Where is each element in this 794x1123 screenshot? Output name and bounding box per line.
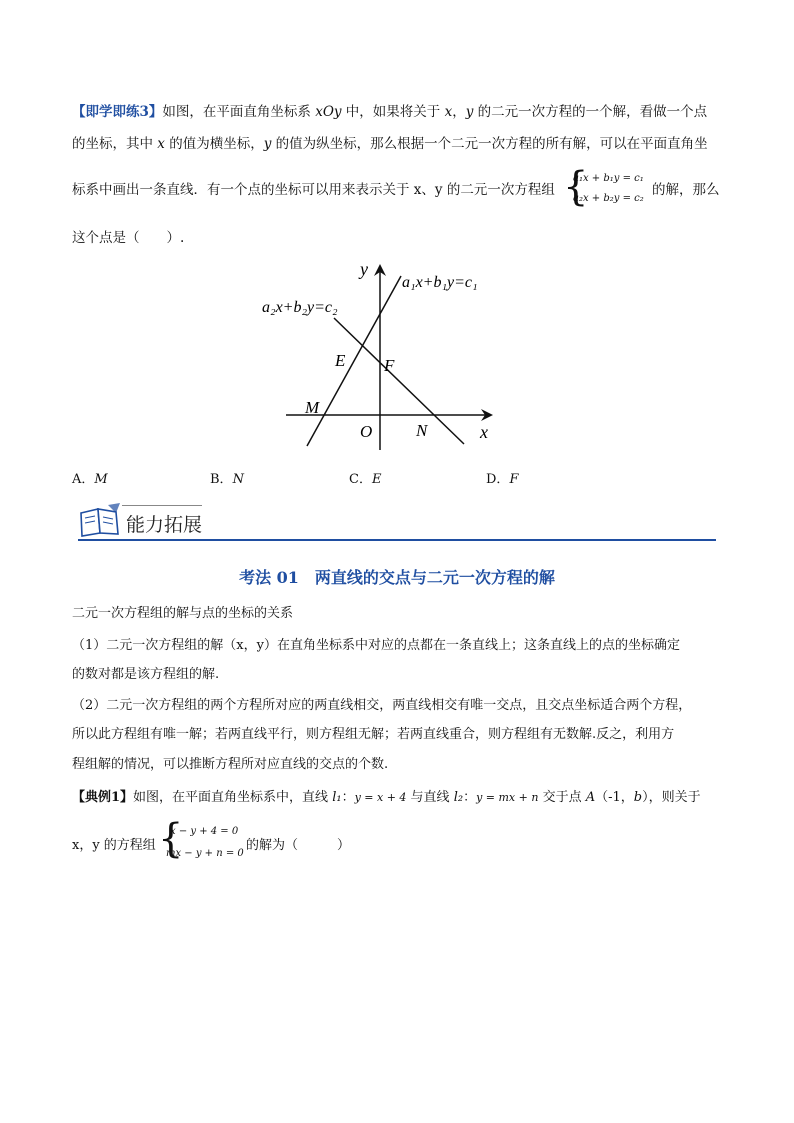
example-line-1 [72, 789, 724, 807]
option-value: M [94, 472, 108, 487]
text: y [263, 136, 272, 152]
point-n-label: N [416, 421, 428, 440]
text: 的值为纵坐标，那么根据一个二元一次方程的所有解，可以在平面直角坐 [271, 136, 708, 152]
example-line-2a: x，y 的方程组 [72, 838, 156, 853]
example-system-brace: { [158, 816, 184, 862]
text: 的值为横坐标， [164, 136, 264, 152]
section-title: 能力拓展 [126, 514, 203, 536]
option-b[interactable] [210, 468, 244, 487]
option-value: N [232, 472, 244, 487]
text: y = mx + n [476, 791, 539, 804]
option-value: E [371, 472, 382, 487]
text: ， [452, 104, 466, 120]
text: xOy [315, 104, 342, 120]
theory-p1-line1: （1）二元一次方程组的解（x，y）在直角坐标系中对应的点都在一条直线上；这条直线上的点的坐标确定 [72, 638, 680, 653]
practice-line-2 [72, 135, 724, 153]
example-tag: 【典例1】 [72, 790, 134, 805]
example-sys-eq-2: mx − y + n = 0 [166, 848, 244, 859]
practice-line-3b [652, 181, 720, 199]
text: l₁ [332, 790, 342, 805]
line-a2 [334, 318, 464, 444]
section-divider [78, 539, 716, 541]
example-line-2b: 的解为（ ） [246, 838, 351, 853]
line1-label: a₁x+b₁y=c₁ [402, 274, 478, 291]
practice-tag: 【即学即练3】 [72, 104, 163, 120]
text: l₂ [453, 790, 464, 805]
y-label: y [360, 259, 368, 279]
system-eq-2: a₂x + b₂y = c₂ [573, 193, 644, 204]
text: x [157, 136, 165, 152]
text: 与直线 [406, 790, 454, 805]
theory-heading: 二元一次方程组的解与点的坐标的关系 [72, 606, 294, 621]
practice-line-1 [72, 103, 724, 121]
option-c[interactable] [349, 468, 381, 487]
text: 交于点 [538, 790, 586, 805]
section-top-rule [122, 505, 202, 506]
text: 的解，那么 [652, 182, 720, 198]
system-eq-1: a₁x + b₁y = c₁ [573, 173, 644, 184]
option-letter: B． [210, 472, 233, 487]
option-letter: A． [72, 472, 95, 487]
line2-label: a₂x+b₂y=c₂ [262, 299, 338, 316]
text: 的二元一次方程的一个解，看做一个点 [473, 104, 708, 120]
kaofa-title: 考法 01 两直线的交点与二元一次方程的解 [239, 568, 555, 587]
text: 标系中画出一条直线．有一个点的坐标可以用来表示关于 x、y 的二元一次方程组 [72, 182, 555, 198]
practice-line-3 [72, 181, 555, 199]
option-a[interactable] [72, 468, 108, 487]
origin-label: O [360, 422, 373, 441]
book-icon [78, 503, 122, 539]
option-d[interactable] [486, 468, 518, 487]
theory-p2-line3: 程组解的情况，可以推断方程所对应直线的交点的个数. [72, 757, 389, 772]
text: x [444, 104, 453, 120]
text: ： [341, 790, 355, 805]
text: 如图，在平面直角坐标系 [162, 104, 316, 120]
system-brace: { [563, 164, 589, 210]
text: 的坐标，其中 [72, 136, 158, 152]
text: b [633, 790, 643, 805]
option-letter: C． [349, 472, 372, 487]
text: A [585, 790, 596, 805]
text: 中，如果将关于 [341, 104, 445, 120]
text: ），则关于 [642, 790, 701, 805]
theory-p2-line2: 所以此方程组有唯一解；若两直线平行，则方程组无解；若两直线重合，则方程组有无数解.反之，利用方 [72, 727, 675, 742]
option-letter: D． [486, 472, 510, 487]
point-e-label: E [335, 351, 346, 370]
point-m-label: M [305, 398, 320, 417]
text: ： [463, 790, 477, 805]
text: y [465, 104, 474, 120]
point-f-label: F [384, 356, 395, 375]
example-sys-eq-1: x − y + 4 = 0 [170, 826, 239, 837]
text: （-1， [595, 790, 634, 805]
theory-p1-line2: 的数对都是该方程组的解. [72, 667, 220, 682]
option-value: F [509, 472, 519, 487]
text: 如图，在平面直角坐标系中，直线 [133, 790, 333, 805]
practice-line-4 [72, 229, 724, 247]
theory-p2-line1: （2）二元一次方程组的两个方程所对应的两直线相交，两直线相交有唯一交点，且交点坐标适合两个方程， [72, 698, 692, 713]
x-label: x [480, 422, 488, 442]
coordinate-figure [250, 250, 510, 450]
text: y = x + 4 [354, 791, 407, 804]
text: 这个点是（ ）. [72, 230, 185, 246]
